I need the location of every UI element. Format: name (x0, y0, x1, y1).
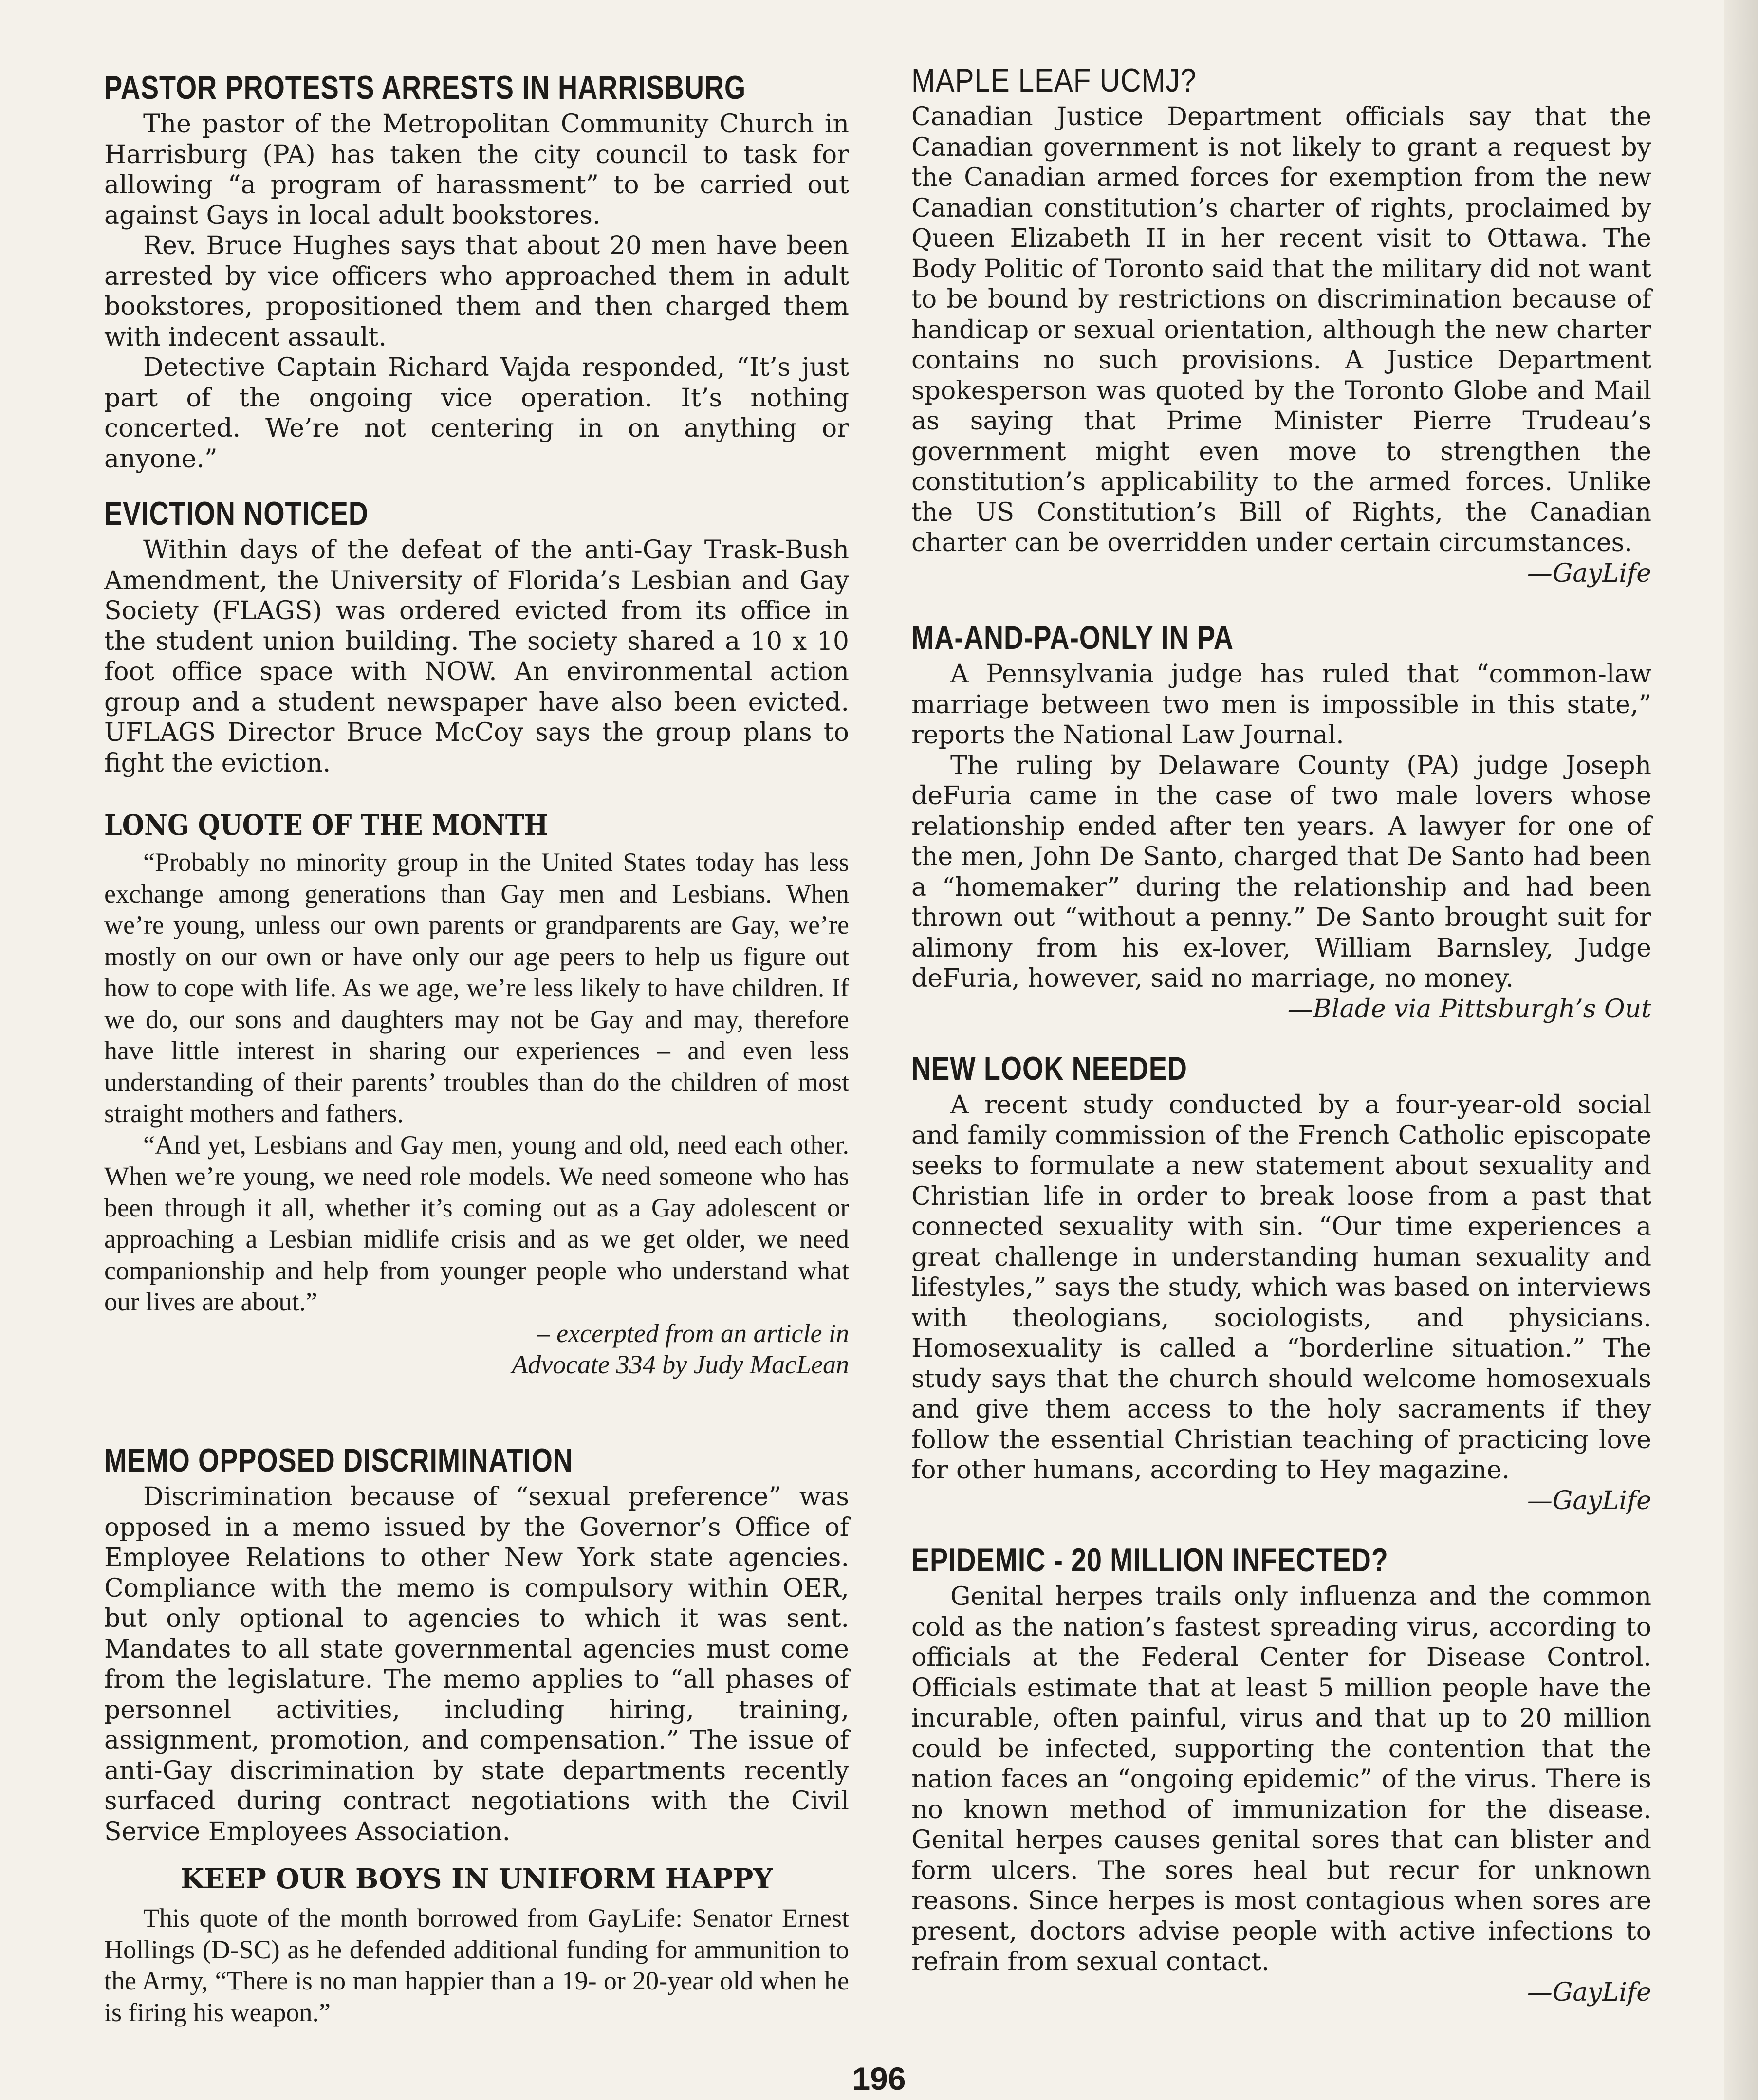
paragraph: The ruling by Delaware County (PA) judge Joseph deFuria came in the case of two male lovers whose relationship ended after ten years. A lawyer for one of the men, John De Santo, charged that De Santo had been a “homemaker” during the relationship and had been thrown out “without a penny.” De Santo brought suit for alimony from his ex-lover, William Barnsley, Judge deFuria, however, said no marriage, no money. (911, 751, 1651, 993)
paragraph: The pastor of the Metropolitan Community Church in Harrisburg (PA) has taken the city council to task for allowing “a program of harassment” to be carried out against Gays in local adult bookstores. (104, 110, 849, 230)
headline: KEEP OUR BOYS IN UNIFORM HAPPY (180, 1863, 773, 1895)
article-new-look-needed (911, 1049, 1651, 1516)
article-keep-our-boys (104, 1860, 849, 2028)
paragraph: Rev. Bruce Hughes says that about 20 men have been arrested by vice officers who approached them in adult bookstores, propositioned them and then charged them with indecent assault. (104, 231, 849, 352)
quote-credit: Advocate 334 by Judy MacLean (512, 1349, 849, 1379)
headline: EPIDEMIC - 20 MILLION INFECTED? (911, 1542, 1388, 1579)
article-long-quote (104, 806, 849, 1380)
source-credit: —Blade via Pittsburgh’s Out (1287, 994, 1651, 1024)
article-ma-and-pa (911, 618, 1651, 1024)
article-memo-opposed (104, 1441, 849, 1847)
headline: MEMO OPPOSED DISCRIMINATION (104, 1442, 573, 1479)
quote-paragraph: “And yet, Lesbians and Gay men, young and old, need each other. When we’re young, we need role models. We need someone who has been through it all, whether it’s coming out as a Gay adolescent or approaching a Lesbian midlife crisis and as we get older, we need companionship and help from younger people who understand what our lives are about.” (104, 1130, 849, 1316)
headline: LONG QUOTE OF THE MONTH (104, 809, 548, 842)
source-credit: —GayLife (1527, 1486, 1651, 1515)
source-credit: —GayLife (1527, 1977, 1651, 2007)
headline: NEW LOOK NEEDED (911, 1050, 1187, 1087)
article-eviction-noticed (104, 494, 849, 778)
paragraph: Genital herpes trails only influenza and the common cold as the nation’s fastest spreading virus, according to officials at the Federal Center for Disease Control. Officials estimate that at least 5 million people have the incurable, often painful, virus and that up to 20 million could be infected, supporting the contention that the nation faces an “ongoing epidemic” of the virus. There is no known method of immunization for the disease. Genital herpes causes genital sores that can blister and form ulcers. The sores heal but recur for unknown reasons. Since herpes is most contagious when sores are present, doctors advise people with active infections to refrain from sexual contact. (911, 1582, 1651, 1976)
headline: MA-AND-PA-ONLY IN PA (911, 619, 1234, 656)
article-pastor-protests (104, 68, 849, 474)
headline: MAPLE LEAF UCMJ? (911, 62, 1197, 99)
article-maple-leaf (911, 61, 1651, 589)
source-credit: —GayLife (1527, 558, 1651, 588)
article-epidemic (911, 1541, 1651, 2008)
headline: EVICTION NOTICED (104, 495, 369, 532)
paragraph: Detective Captain Richard Vajda responded, “It’s just part of the ongoing vice operation. It’s nothing concerted. We’re not centering in on anything or anyone.” (104, 353, 849, 474)
paragraph: Canadian Justice Department officials say that the Canadian government is not likely to grant a request by the Canadian armed forces for exemption from the new Canadian constitution’s charter of rights, proclaimed by Queen Elizabeth II in her recent visit to Ottawa. The Body Politic of Toronto said that the military did not want to be bound by restrictions on discrimination because of handicap or sexual orientation, although the new charter contains no such provisions. A Justice Department spokesperson was quoted by the Toronto Globe and Mail as saying that Prime Minister Pierre Trudeau’s government might even move to strengthen the constitution’s applicability to the armed forces. Unlike the US Constitution’s Bill of Rights, the Canadian charter can be overridden under certain circumstances. (911, 102, 1651, 557)
paragraph: Discrimination because of “sexual preference” was opposed in a memo issued by the Governor’s Office of Employee Relations to other New York state agencies. Compliance with the memo is compulsory within OER, but only optional to agencies to which it was sent. Mandates to all state governmental agencies must come from the legislature. The memo applies to “all phases of personnel activities, including hiring, training, assignment, promotion, and compensation.” The issue of anti-Gay discrimination by state departments recently surfaced during contract negotiations with the Civil Service Employees Association. (104, 1482, 849, 1846)
headline: PASTOR PROTESTS ARRESTS IN HARRISBURG (104, 69, 746, 106)
quote-credit: – excerpted from an article in (537, 1318, 849, 1348)
page-edge-shadow (1724, 0, 1758, 2100)
quote-paragraph: “Probably no minority group in the United States today has less exchange among generations than Gay men and Lesbians. When we’re young, unless our own parents or grandparents are Gay, we’re mostly on our own or have only our age peers to help us figure out how to cope with life. As we age, we’re less likely to have children. If we do, our sons and daughters may not be Gay and may, therefore have little interest in sharing our experiences – and even less understanding of their parents’ troubles than do the children of most straight mothers and fathers. (104, 847, 849, 1128)
paragraph: A recent study conducted by a four-year-old social and family commission of the French Catholic episcopate seeks to formulate a new statement about sexuality and Christian life in order to break loose from a past that connected sexuality with sin. “Our time experiences a great challenge in understanding human sexuality and lifestyles,” says the study, which was based on interviews with theologians, sociologists, and physicians. Homosexuality is called a “borderline situation.” The study says that the church should welcome homosexuals and give them access to the holy sacraments if they follow the essential Christian teaching of practicing love for other humans, according to Hey magazine. (911, 1090, 1651, 1485)
page-number: 196 (852, 2061, 906, 2097)
paragraph: Within days of the defeat of the anti-Gay Trask-Bush Amendment, the University of Florida’s Lesbian and Gay Society (FLAGS) was ordered evicted from its office in the student union building. The society shared a 10 x 10 foot office space with NOW. An environmental action group and a student newspaper have also been evicted. UFLAGS Director Bruce McCoy says the group plans to fight the eviction. (104, 535, 849, 778)
paragraph: This quote of the month borrowed from GayLife: Senator Ernest Hollings (D-SC) as he defended additional funding for ammunition to the Army, “There is no man happier than a 19- or 20-year old when he is firing his weapon.” (104, 1903, 849, 2027)
paragraph: A Pennsylvania judge has ruled that “common-law marriage between two men is impossible in this state,” reports the National Law Journal. (911, 660, 1651, 750)
